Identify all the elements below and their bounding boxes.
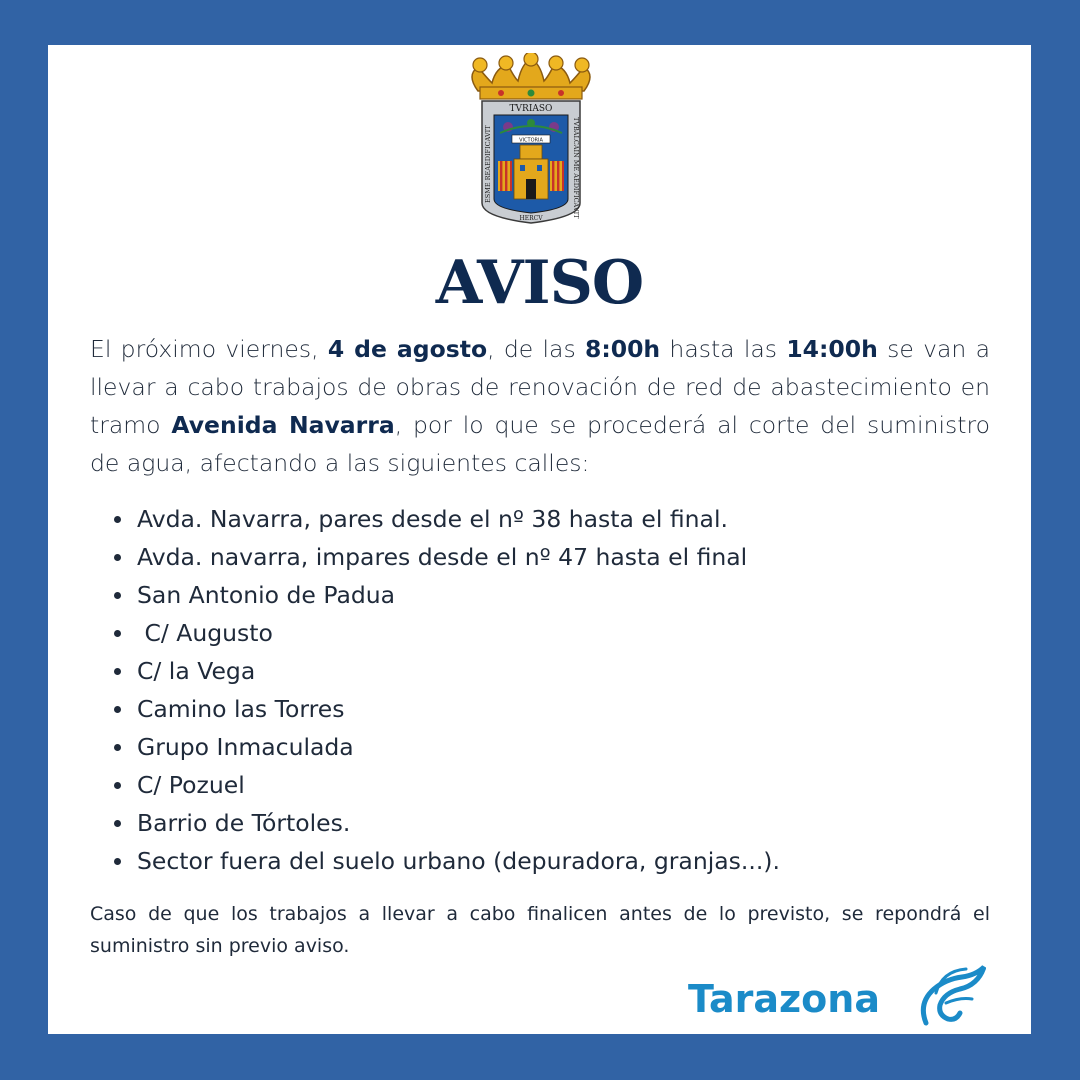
- closing-note: Caso de que los trabajos a llevar a cabo finalicen antes de lo previsto, se repondrá el suministro sin previo aviso.: [90, 903, 990, 957]
- affected-streets-list: [90, 500, 780, 880]
- tarazona-brand-logo: [688, 963, 988, 1027]
- end-time-highlight: 14:00h: [786, 335, 878, 363]
- list-item: San Antonio de Padua: [137, 576, 780, 614]
- list-item: Avda. Navarra, pares desde el nº 38 hasta el final.: [137, 500, 780, 538]
- notice-card: [48, 45, 1031, 1034]
- crown-icon: [472, 53, 590, 99]
- brand-wordmark: Tarazona: [688, 977, 880, 1021]
- date-highlight: 4 de agosto: [327, 335, 488, 363]
- list-item: C/ la Vega: [137, 652, 780, 690]
- list-item: C/ Pozuel: [137, 766, 780, 804]
- avenue-highlight: Avenida Navarra: [171, 411, 395, 439]
- swirl-flourish-icon: [916, 963, 986, 1027]
- list-item: Avda. navarra, impares desde el nº 47 hasta el final: [137, 538, 780, 576]
- crest-left-text: ESME REAEDIFICAVIT: [484, 125, 492, 203]
- list-item: Sector fuera del suelo urbano (depuradora, granjas...).: [137, 842, 780, 880]
- notice-intro: El próximo viernes, 4 de agosto, de las 8:00h hasta las 14:00h se van a llevar a cabo trabajos de obras de renovación de red de abastecimiento en tramo Avenida Navarra, por lo que se procederá al corte del suministro de agua, afectando a las siguientes calles:: [90, 335, 990, 477]
- list-item: Camino las Torres: [137, 690, 780, 728]
- list-item: Barrio de Tórtoles.: [137, 804, 780, 842]
- start-time-highlight: 8:00h: [584, 335, 661, 363]
- coat-of-arms-logo: [456, 53, 606, 225]
- crest-ribbon-text: VICTORIA: [519, 137, 543, 144]
- list-item: C/ Augusto: [137, 614, 780, 652]
- notice-title: AVISO: [435, 248, 644, 318]
- list-item: Grupo Inmaculada: [137, 728, 780, 766]
- crest-right-text: TVBALCAIN ME AEDIFICAVIT: [572, 117, 580, 219]
- crest-top-text: TVRIASO: [509, 104, 553, 114]
- crest-bottom-text: HERCV: [519, 215, 543, 222]
